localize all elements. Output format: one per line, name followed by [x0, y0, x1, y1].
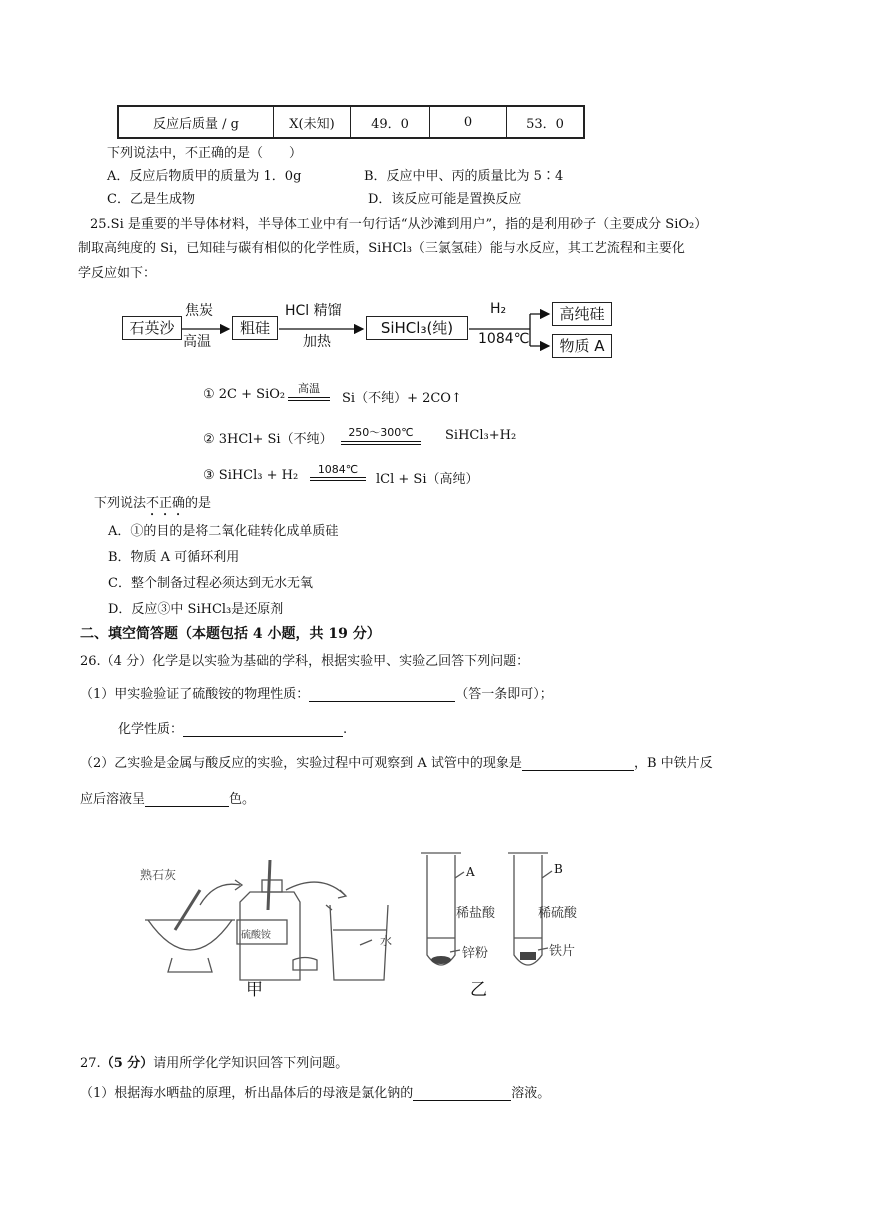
tube-a-label: A: [466, 865, 475, 879]
acid-b-label: 稀硫酸: [538, 906, 578, 921]
equation-1-left: ① 2C + SiO₂: [203, 387, 286, 402]
q25-question-pre: 下列说法: [94, 496, 147, 511]
flow-label-h2: H₂: [490, 301, 507, 317]
q26-part2-line2-end: 色。: [229, 792, 256, 807]
q27-stem: [80, 1052, 348, 1071]
q25-option-a: A．①的目的是将二氧化硅转化成单质硅: [108, 524, 339, 539]
equation-1-right: Si（不纯）+ 2CO↑: [342, 391, 462, 406]
flow-label-hcl-distill: HCl 精馏: [285, 303, 342, 319]
q27-part1: [80, 1082, 550, 1101]
q27-stem-text: 请用所学化学知识回答下列问题。: [153, 1056, 349, 1071]
solid-a-label: 锌粉: [462, 946, 489, 961]
q24-option-b: B．反应中甲、丙的质量比为 5∶4: [364, 169, 564, 184]
q26-part2-line2-text: 应后溶液呈: [80, 792, 146, 807]
table-cell: 49．0: [351, 106, 430, 138]
equation-2-left: ② 3HCl+ Si（不纯）: [203, 432, 333, 447]
flow-box-pure-silicon: 高纯硅: [552, 302, 612, 326]
q25-question-post: 的是: [185, 496, 212, 511]
flow-box-sihcl3: SiHCl₃(纯): [366, 316, 468, 340]
q24-stem: 下列说法中，不正确的是（ ）: [107, 146, 303, 161]
q24-option-a: A．反应后物质甲的质量为 1．0g: [107, 169, 302, 184]
equation-1-condition-text: 高温: [298, 382, 320, 395]
flow-label-high-temp: 高温: [183, 334, 211, 350]
q24-option-d: D．该反应可能是置换反应: [368, 192, 522, 207]
equation-2-condition-text: 250～300℃: [348, 426, 414, 439]
table-cell: X(未知): [274, 106, 351, 138]
equation-3-condition-text: 1084℃: [317, 463, 359, 476]
q25-option-d: D．反应③中 SiHCl₃是还原剂: [108, 602, 284, 617]
label-jia: 甲: [246, 980, 263, 1000]
tube-b-label: B: [554, 862, 563, 876]
equation-3-left: ③ SiHCl₃ + H₂: [203, 468, 299, 483]
q26-part1-hint: （答一条即可）；: [455, 687, 553, 702]
flow-label-heat: 加热: [303, 334, 331, 350]
flow-box-quartz-sand: 石英沙: [122, 316, 182, 340]
q26-chem-label: 化学性质：: [118, 722, 184, 737]
table-row-label: 反应后质量 / g: [118, 106, 274, 138]
answer-blank[interactable]: [413, 1086, 511, 1101]
flow-label-1084: 1084℃: [478, 331, 530, 347]
q27-number: 27.: [80, 1056, 101, 1071]
q25-line3: 学反应如下：: [78, 266, 157, 281]
flow-box-substance-a: 物质 A: [552, 334, 612, 358]
q25-option-c: C．整个制备过程必须达到无水无氧: [108, 576, 313, 591]
water-label: 水: [380, 934, 393, 948]
q26-part2-cont: ，B 中铁片反: [633, 756, 713, 771]
solid-b-label: 铁片: [549, 944, 576, 959]
q25-question-emphasis: 不正确: [146, 496, 186, 511]
jar-label: 硫酸铵: [241, 930, 271, 941]
section-2-heading: 二、填空简答题（本题包括 4 小题，共 19 分）: [80, 626, 381, 642]
flow-label-coke: 焦炭: [185, 303, 213, 319]
q26-part2-text: （2）乙实验是金属与酸反应的实验，实验过程中可观察到 A 试管中的现象是: [80, 756, 522, 771]
q25-line2: 制取高纯度的 Si，已知硅与碳有相似的化学性质，SiHCl₃（三氯氢硅）能与水反应，其工艺流程和主要化: [78, 241, 685, 256]
acid-a-label: 稀盐酸: [456, 906, 496, 921]
flow-box-crude-silicon: 粗硅: [232, 316, 278, 340]
equation-3-right: lCl + Si（高纯）: [376, 472, 479, 487]
q24-option-c: C．乙是生成物: [107, 192, 195, 207]
q25-option-b: B．物质 A 可循环利用: [108, 550, 240, 565]
q27-part1-end: 溶液。: [511, 1086, 551, 1101]
q26-part1-text: （1）甲实验验证了硫酸铵的物理性质：: [80, 687, 310, 702]
equation-2-right: SiHCl₃+H₂: [445, 428, 517, 443]
q27-part1-text: （1）根据海水晒盐的原理，析出晶体后的母液是氯化钠的: [80, 1086, 414, 1101]
label-yi: 乙: [470, 980, 487, 1000]
q25-line1: 25.Si 是重要的半导体材料，半导体工业中有一句行话“从沙滩到用户”，指的是利用砂子（主要成分 SiO₂）: [90, 217, 708, 232]
q26-chem-end: .: [343, 722, 348, 737]
mortar-label: 熟石灰: [140, 868, 177, 882]
table-cell: 0: [430, 106, 507, 138]
q27-score: （5 分）: [100, 1056, 154, 1071]
table-cell: 53．0: [507, 106, 585, 138]
q26-stem: 26.（4 分）化学是以实验为基础的学科，根据实验甲、实验乙回答下列问题：: [80, 654, 530, 669]
